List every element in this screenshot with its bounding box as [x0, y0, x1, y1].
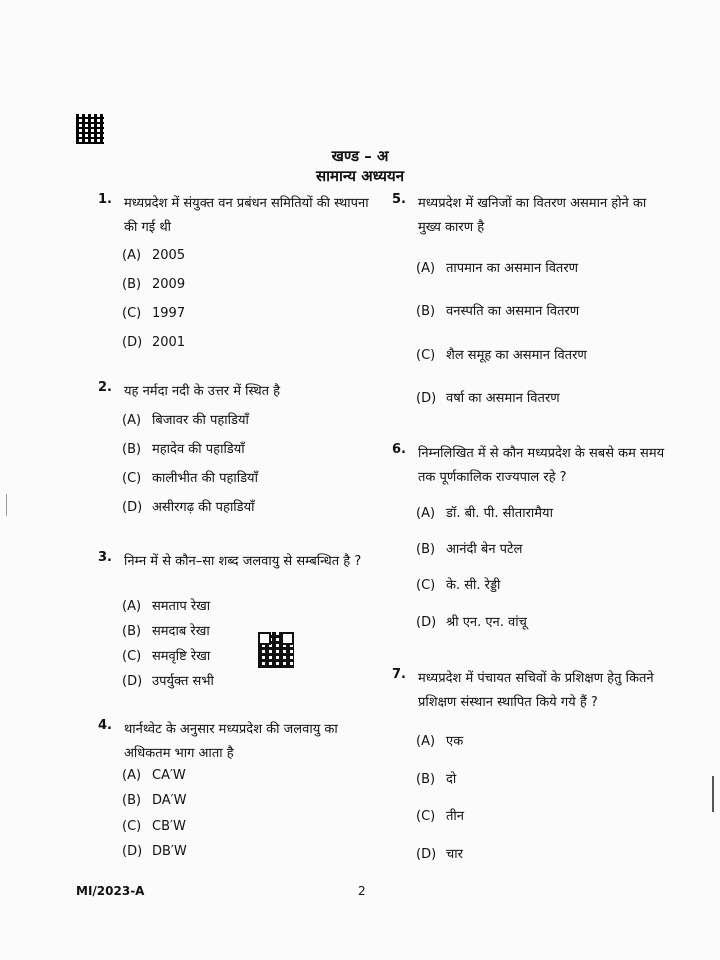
question-number: 2.: [98, 380, 112, 395]
option-c[interactable]: [122, 305, 185, 323]
option-label: (D): [416, 391, 437, 406]
option-d[interactable]: [416, 390, 560, 408]
option-label: (D): [416, 615, 437, 630]
option-d[interactable]: [416, 846, 463, 864]
page-number: 2: [358, 884, 366, 898]
option-label: (B): [416, 304, 436, 319]
question-number: 6.: [392, 442, 406, 457]
option-a[interactable]: [122, 767, 186, 785]
option-text: वनस्पति का असमान वितरण: [446, 304, 580, 319]
section-subtitle: सामान्य अध्ययन: [315, 167, 405, 185]
question-text: थार्नथ्वेट के अनुसार मध्यप्रदेश की जलवायु का अधिकतम भाग आता है: [124, 722, 338, 761]
question-number: 4.: [98, 718, 112, 733]
option-text: आनंदी बेन पटेल: [446, 542, 523, 557]
option-text: DA′W: [152, 793, 187, 808]
option-c[interactable]: [122, 648, 210, 666]
option-label: (A): [416, 506, 436, 521]
option-a[interactable]: [416, 733, 463, 751]
option-text: असीरगढ़ की पहाडियाँ: [152, 500, 255, 515]
option-b[interactable]: [122, 792, 186, 810]
option-text: एक: [446, 734, 464, 749]
scan-artifact: [6, 494, 7, 516]
option-label: (C): [416, 809, 436, 824]
option-text: शैल समूह का असमान वितरण: [446, 348, 587, 363]
option-text: उपर्युक्त सभी: [152, 674, 214, 689]
question-text: यह नर्मदा नदी के उत्तर में स्थित है: [124, 384, 281, 399]
question-text: निम्नलिखित में से कौन मध्यप्रदेश के सबसे कम समय तक पूर्णकालिक राज्यपाल रहे ?: [418, 446, 665, 485]
option-c[interactable]: [122, 818, 186, 836]
option-a[interactable]: [416, 505, 553, 523]
option-a[interactable]: [416, 260, 578, 278]
option-d[interactable]: [122, 843, 187, 861]
option-text: श्री एन. एन. वांचू: [446, 615, 527, 630]
option-label: (C): [122, 471, 142, 486]
option-label: (D): [122, 335, 143, 350]
option-b[interactable]: [416, 541, 522, 559]
option-text: कालीभीत की पहाडियाँ: [152, 471, 258, 486]
question-text: मध्यप्रदेश में संयुक्त वन प्रबंधन समितियों की स्थापना की गई थी: [124, 196, 369, 235]
option-text: CB′W: [152, 819, 186, 834]
option-label: (A): [416, 261, 436, 276]
option-label: (D): [416, 847, 437, 862]
qr-code-icon: [76, 114, 104, 144]
option-a[interactable]: [122, 247, 185, 265]
option-d[interactable]: [416, 614, 527, 632]
option-label: (B): [122, 793, 142, 808]
option-text: समताप रेखा: [152, 599, 211, 614]
option-text: वर्षा का असमान वितरण: [446, 391, 560, 406]
question-text: मध्यप्रदेश में पंचायत सचिवों के प्रशिक्षण हेतु कितने प्रशिक्षण संस्थान स्थापित किये गये हैं ?: [418, 671, 654, 710]
option-text: 2001: [152, 335, 186, 350]
option-text: 2009: [152, 277, 186, 292]
section-header: [0, 146, 720, 186]
option-label: (C): [122, 306, 142, 321]
option-c[interactable]: [416, 808, 464, 826]
option-label: (D): [122, 844, 143, 859]
option-d[interactable]: [122, 334, 185, 352]
option-b[interactable]: [416, 303, 579, 321]
option-label: (D): [122, 500, 143, 515]
scan-artifact: [712, 776, 714, 812]
section-title: खण्ड – अ: [331, 147, 389, 165]
option-a[interactable]: [122, 598, 210, 616]
question-number: 3.: [98, 550, 112, 565]
question-number: 1.: [98, 192, 112, 207]
question-number: 5.: [392, 192, 406, 207]
option-label: (C): [122, 819, 142, 834]
paper-code: MI/2023-A: [76, 884, 145, 898]
option-c[interactable]: [416, 577, 500, 595]
option-label: (C): [122, 649, 142, 664]
option-label: (A): [122, 248, 142, 263]
option-text: चार: [446, 847, 463, 862]
option-b[interactable]: [122, 276, 185, 294]
option-text: तीन: [446, 809, 464, 824]
option-text: समवृष्टि रेखा: [152, 649, 211, 664]
option-label: (A): [122, 413, 142, 428]
option-label: (A): [122, 599, 142, 614]
question-text: मध्यप्रदेश में खनिजों का वितरण असमान होने का मुख्य कारण है: [418, 196, 647, 235]
option-text: 1997: [152, 306, 186, 321]
option-text: डॉ. बी. पी. सीतारामैया: [446, 506, 553, 521]
option-label: (B): [416, 542, 436, 557]
option-a[interactable]: [122, 412, 249, 430]
question-number: 7.: [392, 667, 406, 682]
option-b[interactable]: [122, 623, 210, 641]
option-text: महादेव की पहाडियाँ: [152, 442, 245, 457]
option-d[interactable]: [122, 673, 214, 691]
option-text: के. सी. रेड्डी: [446, 578, 501, 593]
option-label: (B): [122, 442, 142, 457]
option-text: समदाब रेखा: [152, 624, 210, 639]
option-label: (A): [122, 768, 142, 783]
option-text: तापमान का असमान वितरण: [446, 261, 579, 276]
option-label: (C): [416, 578, 436, 593]
option-text: DB′W: [152, 844, 187, 859]
option-b[interactable]: [122, 441, 245, 459]
option-text: 2005: [152, 248, 186, 263]
option-label: (D): [122, 674, 143, 689]
option-label: (A): [416, 734, 436, 749]
option-label: (B): [416, 772, 436, 787]
option-c[interactable]: [122, 470, 258, 488]
option-text: दो: [446, 772, 457, 787]
question-text: निम्न में से कौन–सा शब्द जलवायु से सम्बन्धित है ?: [124, 554, 362, 569]
option-b[interactable]: [416, 771, 456, 789]
option-c[interactable]: [416, 347, 587, 365]
option-label: (B): [122, 277, 142, 292]
qr-code-icon: [258, 632, 294, 668]
option-text: CA′W: [152, 768, 186, 783]
option-label: (B): [122, 624, 142, 639]
option-text: बिजावर की पहाडियाँ: [152, 413, 249, 428]
option-d[interactable]: [122, 499, 255, 517]
option-label: (C): [416, 348, 436, 363]
